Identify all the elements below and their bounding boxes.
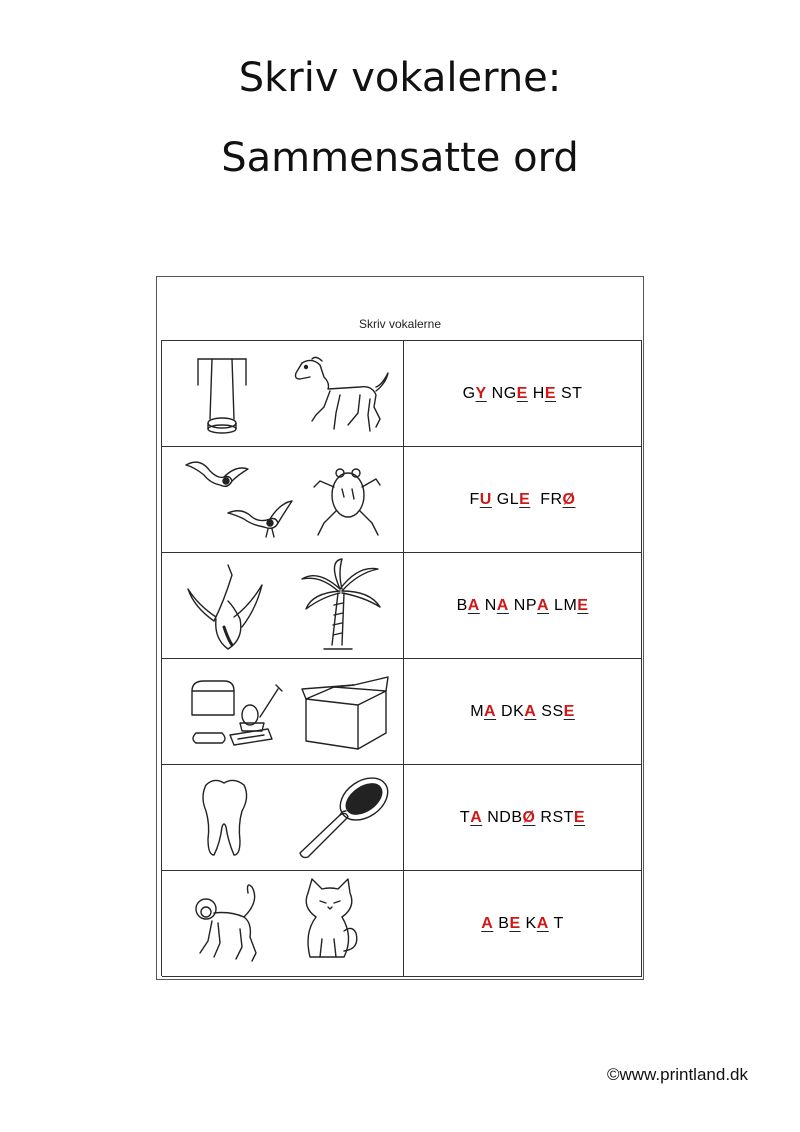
vowel-letter: A: [484, 702, 497, 720]
consonant-letters: K: [520, 914, 537, 932]
consonant-letters: GL: [491, 490, 520, 508]
vowel-word: [481, 915, 563, 933]
consonant-letters: DK: [496, 702, 525, 720]
cat-icon: [298, 877, 364, 967]
vowel-letter: A: [524, 702, 537, 720]
vowel-letter: A: [467, 596, 480, 614]
worksheet-label: Skriv vokalerne: [358, 317, 442, 331]
picture-cell: [162, 447, 404, 553]
word-cell: [404, 659, 642, 765]
consonant-letters: N: [479, 596, 497, 614]
vowel-word: [457, 597, 589, 615]
word-cell: [404, 341, 642, 447]
consonant-letters: B: [456, 596, 468, 614]
vowel-word: [463, 385, 583, 403]
consonant-letters: F: [469, 490, 480, 508]
consonant-letters: T: [548, 914, 564, 932]
vowel-letter: A: [537, 596, 550, 614]
table-row: [162, 659, 642, 765]
vowel-letter: Ø: [522, 808, 536, 826]
consonant-letters: H: [527, 384, 545, 402]
vowel-word: [470, 703, 575, 721]
vowel-letter: A: [496, 596, 509, 614]
picture-cell: [162, 871, 404, 977]
consonant-letters: T: [459, 808, 471, 826]
vowel-word: [470, 491, 576, 509]
picture-cell: [162, 341, 404, 447]
tooth-icon: [200, 775, 250, 861]
vowel-letter: E: [577, 596, 589, 614]
monkey-icon: [190, 881, 270, 965]
vowel-letter: E: [509, 914, 521, 932]
consonant-letters: NG: [486, 384, 517, 402]
vowel-letter: A: [470, 808, 483, 826]
exercise-table: [161, 340, 642, 976]
picture-cell: [162, 553, 404, 659]
table-row: [162, 553, 642, 659]
vowel-letter: E: [563, 702, 575, 720]
vowel-letter: E: [544, 384, 557, 402]
table-row: [162, 765, 642, 871]
swing-icon: [194, 355, 250, 435]
vowel-letter: Y: [475, 384, 487, 402]
vowel-letter: E: [519, 490, 531, 508]
vowel-word: [460, 809, 585, 827]
box-icon: [300, 675, 392, 755]
word-cell: [404, 871, 642, 977]
copyright-footer: ©www.printland.dk: [606, 1065, 748, 1084]
word-cell: [404, 447, 642, 553]
brush-icon: [296, 775, 392, 859]
table-row: [162, 871, 642, 977]
consonant-letters: FR: [530, 490, 563, 508]
worksheet: [156, 276, 644, 980]
vowel-letter: U: [479, 490, 492, 508]
palm-tree-icon: [298, 559, 384, 655]
vowel-letter: A: [536, 914, 549, 932]
word-cell: [404, 765, 642, 871]
consonant-letters: LM: [549, 596, 578, 614]
consonant-letters: G: [462, 384, 476, 402]
table-row: [162, 341, 642, 447]
consonant-letters: RST: [535, 808, 574, 826]
word-cell: [404, 553, 642, 659]
food-icon: [186, 677, 286, 753]
picture-cell: [162, 659, 404, 765]
birds-icon: [180, 455, 300, 541]
picture-cell: [162, 765, 404, 871]
horse-icon: [290, 355, 390, 437]
consonant-letters: NDB: [482, 808, 523, 826]
consonant-letters: M: [470, 702, 485, 720]
frog-icon: [312, 457, 382, 541]
vowel-letter: E: [516, 384, 528, 402]
banana-icon: [184, 561, 264, 653]
vowel-letter: A: [481, 914, 494, 932]
vowel-letter: Ø: [562, 490, 576, 508]
consonant-letters: B: [493, 914, 510, 932]
consonant-letters: ST: [556, 384, 583, 402]
page-title: Skriv vokalerne:: [238, 55, 562, 101]
table-row: [162, 447, 642, 553]
consonant-letters: SS: [536, 702, 564, 720]
vowel-letter: E: [573, 808, 586, 826]
page-subtitle: Sammensatte ord: [221, 135, 579, 181]
consonant-letters: NP: [508, 596, 538, 614]
